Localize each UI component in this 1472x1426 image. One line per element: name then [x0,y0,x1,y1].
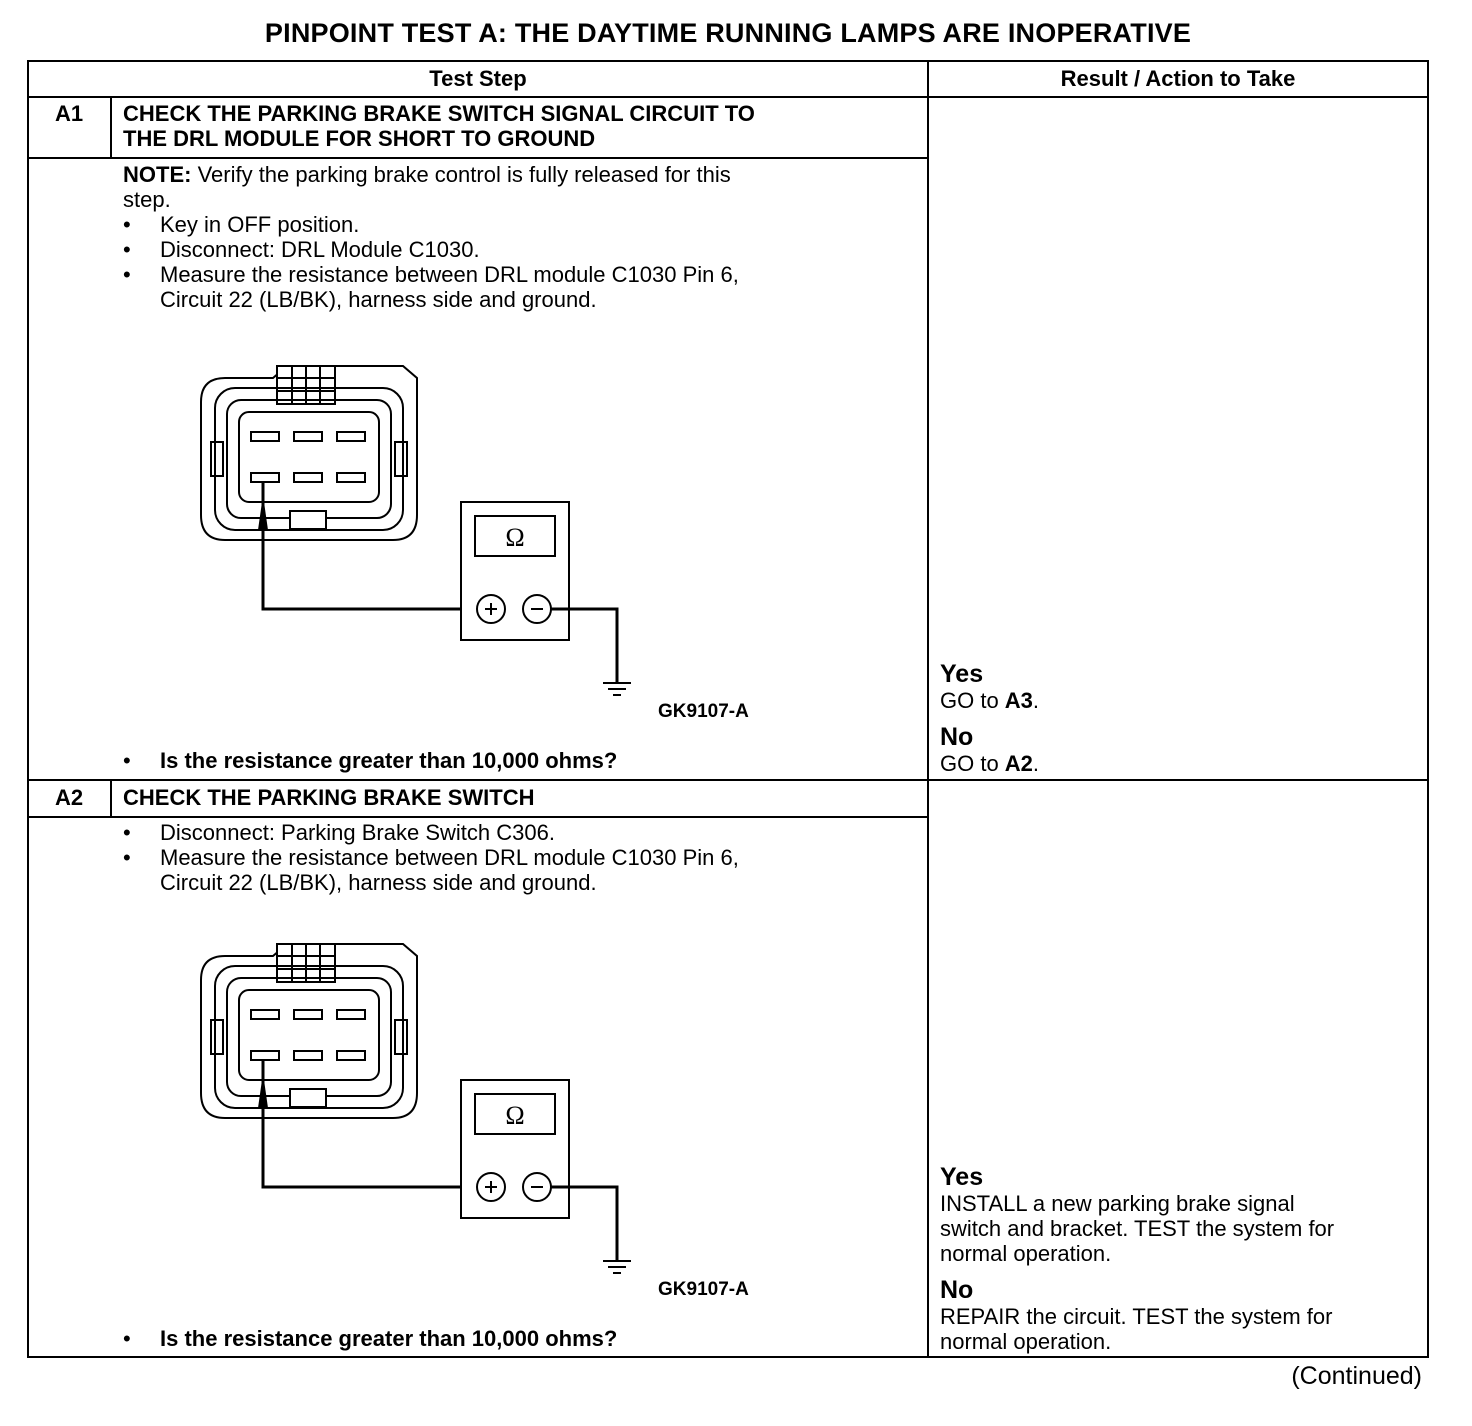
yes-action-line: switch and bracket. TEST the system for [940,1216,1335,1241]
connector-icon [201,366,417,540]
header-rule [29,96,1427,98]
header-test-step: Test Step [429,66,527,91]
ground-lead [551,1187,617,1260]
step-body-a2 [123,820,913,895]
step-title-a2: CHECK THE PARKING BRAKE SWITCH [123,785,535,810]
ground-icon [603,683,631,695]
yes-label: Yes [940,660,984,688]
ohm-symbol: Ω [505,523,525,552]
connector-ohmmeter-diagram-a2 [195,938,795,1308]
no-label: No [940,1276,974,1304]
question-a2: • Is the resistance greater than 10,000 ohms? [123,1326,617,1352]
yes-action: GO to A3. [940,688,1040,713]
bullet-item: • Key in OFF position. [123,212,913,237]
step-id-a2: A2 [54,785,84,810]
bullet-item: • Disconnect: DRL Module C1030. [123,237,913,262]
continued-label: (Continued) [1291,1362,1422,1390]
header-result-action: Result / Action to Take [1060,66,1296,91]
column-divider [927,62,929,1356]
connector-icon [201,944,417,1118]
page-title: PINPOINT TEST A: THE DAYTIME RUNNING LAMPS ARE INOPERATIVE [264,18,1192,48]
bullet-continuation: Circuit 22 (LB/BK), harness side and ground. [160,287,597,312]
figure-label-a1: GK9107-A [658,701,749,722]
step-title-a1: CHECK THE PARKING BRAKE SWITCH SIGNAL CIRCUIT TO THE DRL MODULE FOR SHORT TO GROUND [123,101,755,151]
a2-title-rule [29,816,927,818]
ohm-symbol: Ω [505,1101,525,1130]
step-id-a1: A1 [54,101,84,126]
no-label: No [940,723,974,751]
yes-action-line: INSTALL a new parking brake signal [940,1191,1295,1216]
id-divider-a1 [110,96,112,159]
figure-label-a2: GK9107-A [658,1279,749,1300]
no-action: GO to A2. [940,751,1040,776]
bullet-item: • Measure the resistance between DRL module C1030 Pin 6, [123,845,913,870]
yes-action-line: normal operation. [940,1241,1112,1266]
bullet-item: • Disconnect: Parking Brake Switch C306. [123,820,913,845]
probe-tip-icon [258,1073,268,1108]
probe-tip-icon [258,495,268,530]
question-a1: • Is the resistance greater than 10,000 ohms? [123,748,617,774]
note: NOTE: Verify the parking brake control is fully released for this [123,162,731,187]
no-action-line: REPAIR the circuit. TEST the system for [940,1304,1333,1329]
id-divider-a2 [110,779,112,817]
ground-lead [551,609,617,682]
a1-end-rule [29,779,1427,781]
bullet-continuation: Circuit 22 (LB/BK), harness side and ground. [160,870,597,895]
ground-icon [603,1261,631,1273]
no-action-line: normal operation. [940,1329,1112,1354]
result-a2 [940,1163,1410,1354]
bullet-item: • Measure the resistance between DRL module C1030 Pin 6, [123,262,913,287]
yes-label: Yes [940,1163,984,1191]
step-body-a1: NOTE: Verify the parking brake control is fully released for this step. • Key in OFF position. • Disconnect: DRL Module C1030. • Measure the resistance between DRL module C1030 Pin 6, Circuit 22 (LB/BK), harness side and ground. [123,162,913,312]
a1-title-rule [29,157,927,159]
result-a1 [940,660,1410,776]
connector-ohmmeter-diagram-a1 [195,360,795,730]
